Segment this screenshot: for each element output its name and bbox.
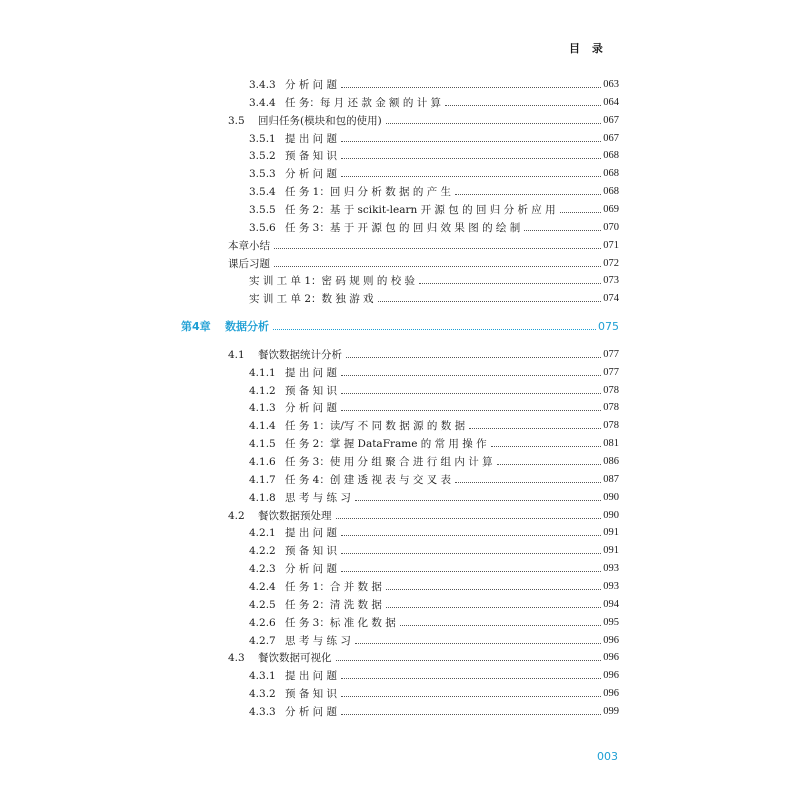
- toc-entry: [228, 255, 619, 273]
- toc-entry-page: 078: [603, 402, 619, 414]
- toc-entry-title: 预 备 知 识: [285, 545, 338, 558]
- dot-leader: [341, 552, 601, 554]
- toc-entry: [249, 614, 619, 632]
- dot-leader: [341, 570, 601, 572]
- dot-leader: [497, 463, 602, 465]
- dot-leader: [274, 247, 601, 249]
- toc-entry-title: 任 务 3：基 于 开 源 包 的 回 归 效 果 图 的 绘 制: [285, 221, 521, 234]
- dot-leader: [378, 300, 602, 302]
- toc-entry-page: 073: [603, 275, 619, 287]
- toc-entry-number: 第4章: [181, 320, 211, 334]
- toc-entry: [228, 507, 619, 525]
- dot-leader: [341, 695, 601, 697]
- toc-entry-title: 餐饮数据可视化: [258, 652, 332, 665]
- toc-entry-number: 4.1.4: [249, 420, 276, 433]
- toc-entry-page: 068: [603, 150, 619, 162]
- toc-entry: [249, 667, 619, 685]
- toc-entry-page: 071: [603, 239, 619, 251]
- toc-entry-title: 任 务 3：标 准 化 数 据: [285, 616, 396, 629]
- dot-leader: [455, 193, 601, 195]
- toc-entry-title: 实 训 工 单 1：密 码 规 则 的 校 验: [249, 275, 416, 288]
- toc-entry-title: 任 务 1：读/写 不 同 数 据 源 的 数 据: [285, 420, 466, 433]
- toc-entry-title: 预 备 知 识: [285, 150, 338, 163]
- toc-entry-number: 4.2.5: [249, 598, 276, 611]
- toc-entry-page: 099: [603, 705, 619, 717]
- toc-entry: [228, 649, 619, 667]
- toc-entry: [249, 165, 619, 183]
- dot-leader: [341, 677, 601, 679]
- dot-leader: [341, 374, 601, 376]
- dot-leader: [341, 140, 601, 142]
- dot-leader: [491, 445, 602, 447]
- toc-entry-number: 3.5.3: [249, 168, 276, 181]
- page-header-title: 目 录: [569, 42, 607, 55]
- toc-entry-number: 4.1: [228, 348, 245, 361]
- toc-entry-number: 3.4.3: [249, 79, 276, 91]
- toc-entry-title: 思 考 与 练 习: [285, 634, 351, 647]
- toc-entry-title: 回归任务(模块和包的使用): [258, 114, 382, 127]
- toc-entry-number: 4.1.3: [249, 402, 276, 415]
- dot-leader: [469, 427, 601, 429]
- toc-entry-title: 任 务 2：清 洗 数 据: [285, 598, 382, 611]
- toc-entry-title: 餐饮数据统计分析: [258, 348, 342, 361]
- dot-leader: [355, 499, 601, 501]
- toc-entry-number: 4.2.3: [249, 563, 276, 576]
- toc-entry-number: 4.1.1: [249, 366, 276, 379]
- dot-leader: [386, 606, 601, 608]
- toc-entry: [249, 489, 619, 507]
- toc-entry-number: 4.2: [228, 509, 245, 522]
- dot-leader: [341, 534, 601, 536]
- toc-entry-number: 3.5.1: [249, 132, 276, 145]
- toc-entry-title: 预 备 知 识: [285, 688, 338, 701]
- toc-entry-title: 提 出 问 题: [285, 527, 338, 540]
- toc-entry-title: 数据分析: [225, 320, 269, 334]
- dot-leader: [341, 86, 601, 88]
- page-number: 003: [597, 750, 618, 763]
- toc-entry-page: 081: [603, 438, 619, 450]
- toc-entry: [228, 112, 619, 130]
- toc-entry-number: 4.2.7: [249, 634, 276, 647]
- toc-entry-title: 任 务 3：使 用 分 组 聚 合 进 行 组 内 计 算: [285, 456, 493, 468]
- toc-entry-title: 实 训 工 单 2：数 独 游 戏: [249, 293, 374, 306]
- dot-leader: [386, 588, 601, 590]
- toc-entry-number: 4.2.6: [249, 616, 276, 629]
- toc-entry-page: 091: [603, 545, 619, 557]
- toc-entry-title: 任 务：每 月 还 款 金 额 的 计 算: [285, 96, 442, 109]
- toc-entry: [249, 94, 619, 112]
- toc-entry-number: 4.3.2: [249, 688, 276, 701]
- toc-entry-title: 提 出 问 题: [285, 366, 338, 379]
- toc-entry-title: 分 析 问 题: [285, 79, 338, 91]
- toc-entry-title: 课后习题: [228, 257, 270, 270]
- toc-entry-page: 096: [603, 634, 619, 646]
- toc-entry-number: 4.1.8: [249, 491, 276, 504]
- dot-leader: [336, 517, 602, 519]
- toc-entry: [249, 435, 619, 453]
- toc-entry: [249, 471, 619, 489]
- toc-entry-number: 4.3.1: [249, 670, 276, 683]
- toc-entry-title: 任 务 2：掌 握 DataFrame 的 常 用 操 作: [285, 438, 487, 451]
- toc-entry-page: 095: [603, 616, 619, 628]
- dot-leader: [355, 642, 601, 644]
- toc-entry-page: 070: [603, 221, 619, 233]
- toc-entry-page: 094: [603, 598, 619, 610]
- toc-entry-title: 餐饮数据预处理: [258, 509, 332, 522]
- toc-entry: [249, 399, 619, 417]
- toc-entry-page: 075: [598, 320, 619, 334]
- toc-entry: [249, 560, 619, 578]
- toc-entry-title: 预 备 知 识: [285, 384, 338, 397]
- toc-entry-number: 3.5.2: [249, 150, 276, 163]
- toc-entry-number: 3.5.5: [249, 203, 276, 216]
- toc-entry-number: 3.5.6: [249, 221, 276, 234]
- toc-entry-title: 任 务 1：回 归 分 析 数 据 的 产 生: [285, 186, 452, 199]
- toc-entry: [249, 219, 619, 237]
- toc-entry: [249, 596, 619, 614]
- toc-entry-title: 提 出 问 题: [285, 132, 338, 145]
- toc-entry-number: 4.2.4: [249, 580, 276, 593]
- toc-entry: [249, 703, 619, 721]
- toc-entry: [249, 685, 619, 703]
- toc-entry-page: 096: [603, 670, 619, 682]
- dot-leader: [524, 229, 601, 231]
- toc-entry-page: 093: [603, 563, 619, 575]
- toc-entry-page: 067: [603, 114, 619, 126]
- toc-entry-page: 087: [603, 473, 619, 485]
- toc-entry-title: 分 析 问 题: [285, 402, 338, 415]
- toc-entry-page: 077: [603, 366, 619, 378]
- toc-entry: [249, 578, 619, 596]
- toc-entry-page: 068: [603, 168, 619, 180]
- toc-entry-number: 4.2.2: [249, 545, 276, 558]
- toc-entry-page: 078: [603, 384, 619, 396]
- toc-entry-title: 任 务 2：基 于 scikit-learn 开 源 包 的 回 归 分 析 应 用: [285, 203, 556, 216]
- toc-entry-page: 086: [603, 456, 619, 467]
- toc-entry-number: 4.1.6: [249, 456, 276, 468]
- toc-entry-number: 3.4.4: [249, 96, 276, 109]
- toc-entry-title: 分 析 问 题: [285, 168, 338, 181]
- toc-entry: [249, 272, 619, 290]
- dot-leader: [455, 481, 601, 483]
- toc-entry-title: 思 考 与 练 习: [285, 491, 351, 504]
- dot-leader: [341, 157, 601, 159]
- toc-entry-page: 093: [603, 580, 619, 592]
- toc-entry-page: 096: [603, 652, 619, 664]
- toc-entry: [228, 237, 619, 255]
- toc-entry: [249, 201, 619, 219]
- toc-entry: [249, 364, 619, 382]
- toc-entry-page: 067: [603, 132, 619, 144]
- toc-chapter-entry: [181, 318, 619, 336]
- toc-entry: [249, 542, 619, 560]
- toc-entry: [249, 382, 619, 400]
- toc-entry-number: 3.5: [228, 114, 245, 127]
- toc-entry-page: 077: [603, 348, 619, 360]
- toc-entry-number: 4.3.3: [249, 705, 276, 718]
- toc-entry-page: 096: [603, 688, 619, 700]
- dot-leader: [341, 175, 601, 177]
- toc-entry: [249, 76, 619, 94]
- dot-leader: [445, 104, 601, 106]
- toc-entry-title: 分 析 问 题: [285, 705, 338, 718]
- toc-entry: [249, 417, 619, 435]
- toc-entry-number: 4.1.2: [249, 384, 276, 397]
- dot-leader: [341, 409, 601, 411]
- dot-leader: [273, 328, 596, 330]
- toc-entry-page: 072: [603, 257, 619, 269]
- toc-entry-page: 064: [603, 96, 619, 108]
- dot-leader: [346, 356, 601, 358]
- toc-entry-title: 任 务 1：合 并 数 据: [285, 580, 382, 593]
- toc-entry-page: 074: [603, 293, 619, 305]
- toc-entry-number: 4.1.7: [249, 473, 276, 486]
- toc-entry: [249, 147, 619, 165]
- toc-entry-number: 4.2.1: [249, 527, 276, 540]
- dot-leader: [419, 282, 601, 284]
- dot-leader: [341, 392, 601, 394]
- dot-leader: [274, 265, 601, 267]
- toc-entry-title: 任 务 4：创 建 透 视 表 与 交 叉 表: [285, 473, 452, 486]
- toc-entry-title: 提 出 问 题: [285, 670, 338, 683]
- toc-entry-page: 068: [603, 186, 619, 198]
- dot-leader: [341, 713, 601, 715]
- toc-entry: [249, 632, 619, 650]
- toc-entry-number: 4.1.5: [249, 438, 276, 451]
- toc-entry: [249, 183, 619, 201]
- dot-leader: [386, 122, 602, 124]
- toc-entry-page: 090: [603, 491, 619, 503]
- toc-entry-page: 078: [603, 420, 619, 432]
- dot-leader: [400, 624, 602, 626]
- toc-entry: [249, 524, 619, 542]
- toc-entry-page: 091: [603, 527, 619, 539]
- toc-entry-page: 090: [603, 509, 619, 521]
- toc-entry-page: 063: [603, 79, 619, 90]
- toc-entry-title: 分 析 问 题: [285, 563, 338, 576]
- toc-entry-title: 本章小结: [228, 239, 270, 252]
- dot-leader: [336, 659, 602, 661]
- toc-entry-number: 3.5.4: [249, 186, 276, 199]
- toc-entry: [249, 453, 619, 471]
- toc-entry-page: 069: [603, 203, 619, 215]
- toc-entry-number: 4.3: [228, 652, 245, 665]
- toc-entry: [228, 346, 619, 364]
- toc-entry: [249, 290, 619, 308]
- dot-leader: [560, 211, 602, 213]
- toc-entry: [249, 130, 619, 148]
